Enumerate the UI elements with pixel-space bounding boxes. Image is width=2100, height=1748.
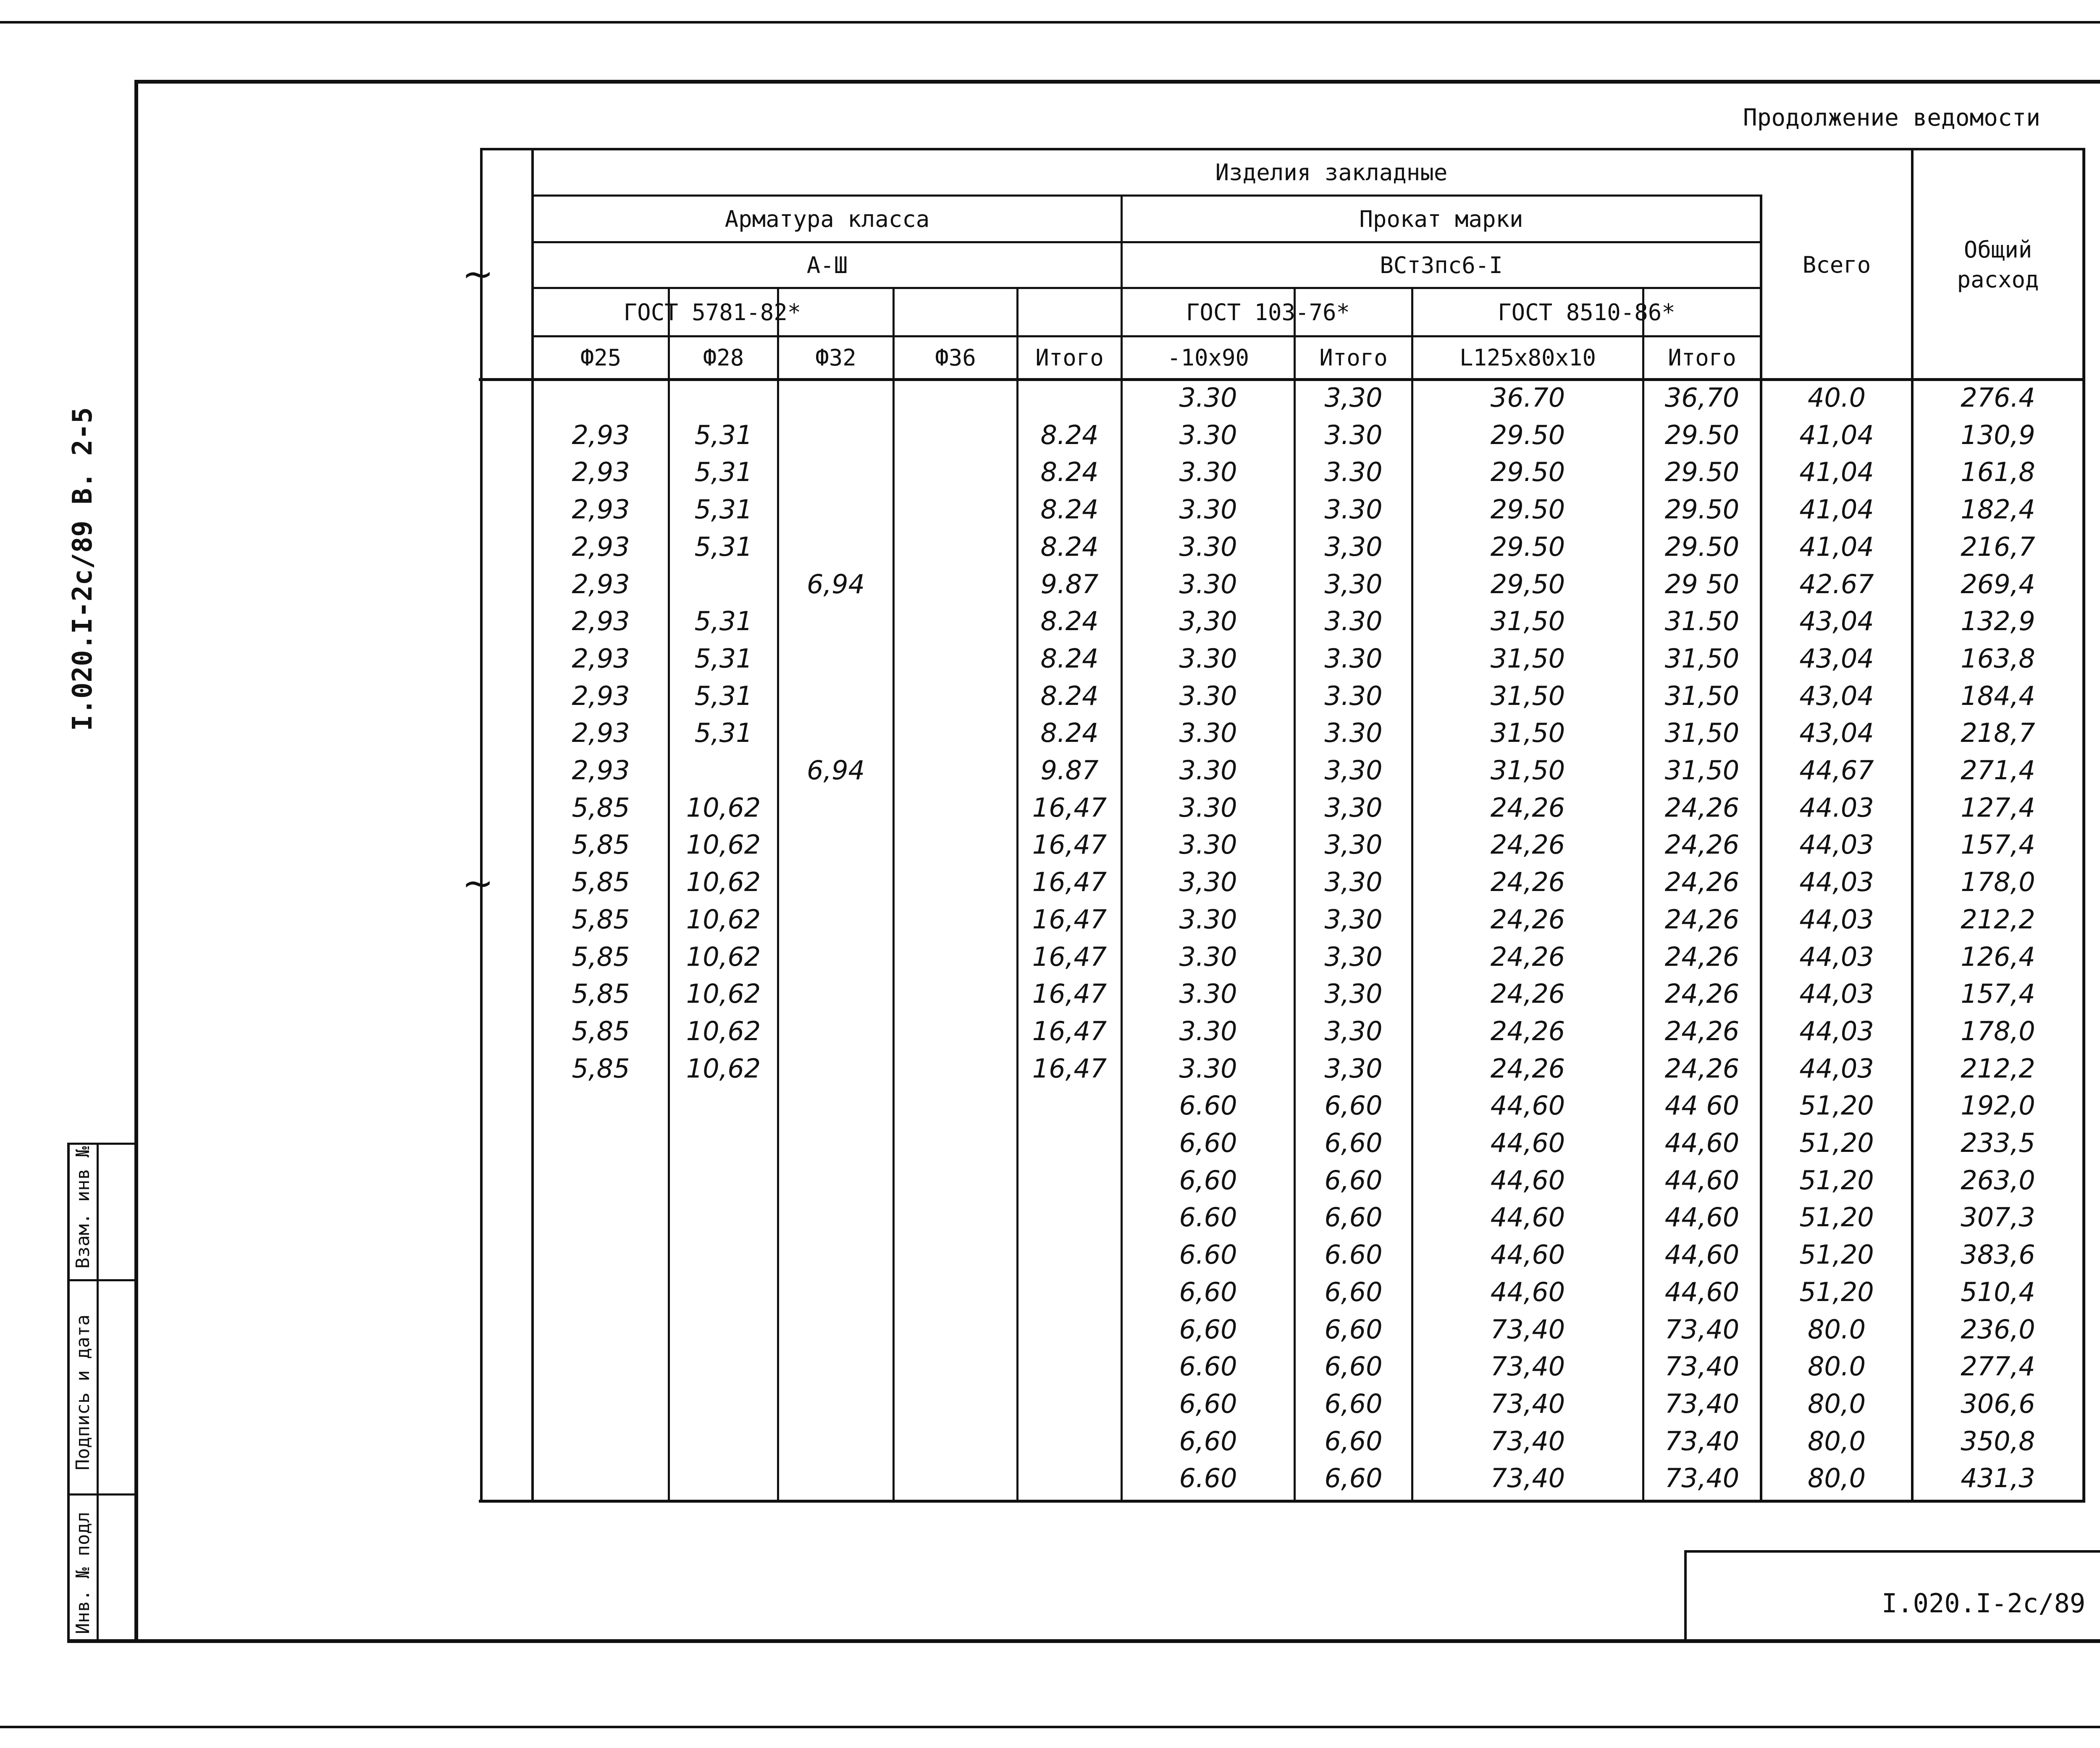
table-cell: 31,50 bbox=[1490, 718, 1565, 749]
table-cell: 8.24 bbox=[1040, 680, 1099, 711]
table-cell: 383,6 bbox=[1961, 1239, 2035, 1270]
table-cell: 16,47 bbox=[1032, 867, 1107, 898]
table-cell: 41,04 bbox=[1799, 419, 1874, 450]
brace-mark-icon: ~ bbox=[462, 861, 494, 905]
table-cell: 3.30 bbox=[1324, 718, 1383, 749]
table-cell: 16,47 bbox=[1032, 941, 1107, 972]
table-cell: 6,94 bbox=[806, 568, 865, 599]
table-cell: 43,04 bbox=[1799, 606, 1874, 637]
table-cell: 5,85 bbox=[572, 792, 630, 823]
header-overall-label: Общий расход bbox=[1957, 237, 2039, 293]
side-designation: I.020.I-2c/89 В. 2-5 bbox=[67, 407, 98, 731]
table-cell: 29.50 bbox=[1664, 531, 1740, 562]
table-cell: 24,26 bbox=[1490, 941, 1565, 972]
table-cell: 2,93 bbox=[572, 718, 630, 749]
header-total: Всего bbox=[1802, 252, 1871, 278]
table-cell: 6,94 bbox=[806, 755, 865, 786]
table-cell: 44,60 bbox=[1490, 1090, 1565, 1121]
table-cell: 10,62 bbox=[686, 941, 761, 972]
table-cell: 10,62 bbox=[686, 1015, 761, 1046]
table-cell: 218,7 bbox=[1961, 718, 2035, 749]
table-cell: 24,26 bbox=[1664, 904, 1740, 935]
table-cell: 44.03 bbox=[1799, 792, 1874, 823]
table-cell: 3.30 bbox=[1324, 494, 1383, 525]
table-cell: 6.60 bbox=[1324, 1239, 1383, 1270]
header-rolled-gost-2: ГОСТ 8510-86* bbox=[1498, 299, 1675, 326]
table-cell: 73,40 bbox=[1490, 1314, 1565, 1345]
table-cell: 44,03 bbox=[1799, 1015, 1874, 1046]
continuation-note: Продолжение ведомости bbox=[1743, 104, 2041, 131]
table-cell: 8.24 bbox=[1040, 531, 1099, 562]
table-cell: 10,62 bbox=[686, 1053, 761, 1084]
table-cell: 73,40 bbox=[1664, 1314, 1740, 1345]
table-cell: 51,20 bbox=[1799, 1239, 1874, 1270]
table-cell: 3.30 bbox=[1179, 494, 1237, 525]
table-cell: 6,60 bbox=[1324, 1128, 1383, 1158]
table-cell: 5,31 bbox=[694, 718, 753, 749]
table-cell: 3.30 bbox=[1179, 904, 1237, 935]
table-cell: 41,04 bbox=[1799, 494, 1874, 525]
table-cell: 51,20 bbox=[1799, 1090, 1874, 1121]
table-cell: 277,4 bbox=[1961, 1351, 2035, 1382]
column-header: -10x90 bbox=[1167, 344, 1250, 371]
column-header: Итого bbox=[1035, 344, 1104, 371]
table-cell: 431,3 bbox=[1961, 1463, 2035, 1494]
table-cell: 44,03 bbox=[1799, 1053, 1874, 1084]
table-cell: 3,30 bbox=[1324, 1015, 1383, 1046]
table-cell: 3.30 bbox=[1324, 680, 1383, 711]
table-cell: 3,30 bbox=[1324, 867, 1383, 898]
table-cell: 510,4 bbox=[1961, 1276, 2035, 1307]
title-designation: I.020.I-2c/89 bbox=[1882, 1588, 2086, 1619]
table-cell: 29.50 bbox=[1490, 531, 1565, 562]
column-header: Ф28 bbox=[703, 344, 744, 371]
table-cell: 44,03 bbox=[1799, 867, 1874, 898]
table-cell: 41,04 bbox=[1799, 457, 1874, 488]
table-cell: 2,93 bbox=[572, 531, 630, 562]
table-cell: 16,47 bbox=[1032, 1053, 1107, 1084]
table-cell: 3.30 bbox=[1179, 718, 1237, 749]
table-cell: 31.50 bbox=[1664, 606, 1740, 637]
table-cell: 3,30 bbox=[1324, 382, 1383, 413]
table-cell: 29,50 bbox=[1490, 568, 1565, 599]
table-cell: 51,20 bbox=[1799, 1276, 1874, 1307]
table-cell: 6,60 bbox=[1324, 1388, 1383, 1419]
table-cell: 44,03 bbox=[1799, 829, 1874, 860]
table-cell: 24,26 bbox=[1490, 904, 1565, 935]
table-cell: 212,2 bbox=[1961, 904, 2035, 935]
table-cell: 24,26 bbox=[1664, 941, 1740, 972]
table-cell: 10,62 bbox=[686, 867, 761, 898]
table-cell: 3,30 bbox=[1324, 941, 1383, 972]
table-cell: 29.50 bbox=[1664, 419, 1740, 450]
table-cell: 127,4 bbox=[1961, 792, 2035, 823]
table-cell: 43,04 bbox=[1799, 643, 1874, 674]
table-cell: 3,30 bbox=[1179, 606, 1237, 637]
table-cell: 31,50 bbox=[1664, 643, 1740, 674]
table-cell: 44,03 bbox=[1799, 978, 1874, 1009]
table-cell: 2,93 bbox=[572, 457, 630, 488]
table-cell: 73,40 bbox=[1664, 1463, 1740, 1494]
table-cell: 73,40 bbox=[1664, 1388, 1740, 1419]
table-cell: 31,50 bbox=[1664, 680, 1740, 711]
table-cell: 6.60 bbox=[1179, 1202, 1237, 1233]
table-cell: 80,0 bbox=[1807, 1463, 1866, 1494]
table-cell: 44,03 bbox=[1799, 904, 1874, 935]
table-cell: 3.30 bbox=[1179, 1053, 1237, 1084]
table-cell: 73,40 bbox=[1490, 1463, 1565, 1494]
table-cell: 16,47 bbox=[1032, 829, 1107, 860]
table-cell: 51,20 bbox=[1799, 1164, 1874, 1196]
table-cell: 2,93 bbox=[572, 643, 630, 674]
table-cell: 31,50 bbox=[1664, 755, 1740, 786]
table-cell: 5,85 bbox=[572, 978, 630, 1009]
table-cell: 31,50 bbox=[1490, 755, 1565, 786]
table-cell: 192,0 bbox=[1961, 1090, 2035, 1121]
table-cell: 3.30 bbox=[1179, 643, 1237, 674]
table-cell: 3,30 bbox=[1324, 792, 1383, 823]
table-cell: 2,93 bbox=[572, 419, 630, 450]
table-cell: 3.30 bbox=[1179, 382, 1237, 413]
table-cell: 40.0 bbox=[1807, 382, 1866, 413]
table-cell: 8.24 bbox=[1040, 419, 1099, 450]
table-cell: 16,47 bbox=[1032, 792, 1107, 823]
table-cell: 6,60 bbox=[1179, 1388, 1237, 1419]
table-cell: 24,26 bbox=[1490, 978, 1565, 1009]
table-cell: 44,60 bbox=[1490, 1164, 1565, 1196]
table-cell: 9.87 bbox=[1040, 755, 1099, 786]
table-cell: 5,85 bbox=[572, 904, 630, 935]
table-cell: 5,31 bbox=[694, 680, 753, 711]
table-cell: 6.60 bbox=[1179, 1463, 1237, 1494]
table-cell: 24,26 bbox=[1490, 792, 1565, 823]
table-cell: 3.30 bbox=[1179, 531, 1237, 562]
table-cell: 8.24 bbox=[1040, 643, 1099, 674]
table-cell: 44,60 bbox=[1490, 1239, 1565, 1270]
table-cell: 10,62 bbox=[686, 829, 761, 860]
table-cell: 182,4 bbox=[1961, 494, 2035, 525]
table-cell: 6,60 bbox=[1179, 1128, 1237, 1158]
table-cell: 44,60 bbox=[1490, 1128, 1565, 1158]
table-cell: 9.87 bbox=[1040, 568, 1099, 599]
table-cell: 6,60 bbox=[1324, 1276, 1383, 1307]
table-cell: 36.70 bbox=[1490, 382, 1565, 413]
side-label-inv: Инв. № подл bbox=[72, 1511, 94, 1634]
table-cell: 3.30 bbox=[1179, 755, 1237, 786]
table-cell: 6,60 bbox=[1179, 1276, 1237, 1307]
table-cell: 3,30 bbox=[1324, 531, 1383, 562]
table-cell: 3.30 bbox=[1179, 680, 1237, 711]
table-cell: 2,93 bbox=[572, 494, 630, 525]
table-cell: 24,26 bbox=[1664, 867, 1740, 898]
table-cell: 3,30 bbox=[1324, 755, 1383, 786]
table-cell: 3.30 bbox=[1324, 643, 1383, 674]
side-label-replace-inv: Взам. инв № bbox=[72, 1146, 94, 1269]
table-cell: 80,0 bbox=[1807, 1388, 1866, 1419]
table-cell: 5,31 bbox=[694, 643, 753, 674]
table-cell: 24,26 bbox=[1664, 1015, 1740, 1046]
table-cell: 44,60 bbox=[1490, 1202, 1565, 1233]
table-cell: 6,60 bbox=[1179, 1164, 1237, 1196]
table-cell: 3.30 bbox=[1179, 1015, 1237, 1046]
table-cell: 16,47 bbox=[1032, 1015, 1107, 1046]
table-cell: 6,60 bbox=[1324, 1425, 1383, 1456]
table-cell: 31,50 bbox=[1490, 606, 1565, 637]
table-cell: 80.0 bbox=[1807, 1351, 1866, 1382]
table-cell: 8.24 bbox=[1040, 494, 1099, 525]
table-cell: 5,31 bbox=[694, 606, 753, 637]
table-cell: 269,4 bbox=[1961, 568, 2035, 599]
table-cell: 44 60 bbox=[1664, 1090, 1740, 1121]
table-cell: 6,60 bbox=[1179, 1314, 1237, 1345]
table-cell: 29 50 bbox=[1664, 568, 1740, 599]
table-cell: 5,85 bbox=[572, 941, 630, 972]
table-cell: 24,26 bbox=[1664, 829, 1740, 860]
table-cell: 3,30 bbox=[1179, 867, 1237, 898]
table-cell: 163,8 bbox=[1961, 643, 2035, 674]
table-cell: 5,31 bbox=[694, 494, 753, 525]
table-cell: 24,26 bbox=[1664, 978, 1740, 1009]
column-header: Ф25 bbox=[580, 344, 622, 371]
table-cell: 271,4 bbox=[1961, 755, 2035, 786]
table-cell: 29.50 bbox=[1664, 494, 1740, 525]
table-cell: 276.4 bbox=[1961, 382, 2035, 413]
table-cell: 6,60 bbox=[1179, 1425, 1237, 1456]
table-cell: 29.50 bbox=[1664, 457, 1740, 488]
table-cell: 36,70 bbox=[1664, 382, 1740, 413]
table-cell: 8.24 bbox=[1040, 457, 1099, 488]
table-cell: 29.50 bbox=[1490, 494, 1565, 525]
table-cell: 44,67 bbox=[1799, 755, 1874, 786]
table-cell: 51,20 bbox=[1799, 1202, 1874, 1233]
table-cell: 307,3 bbox=[1961, 1202, 2035, 1233]
table-cell: 3.30 bbox=[1179, 978, 1237, 1009]
column-header: Ф32 bbox=[815, 344, 856, 371]
table-cell: 130,9 bbox=[1961, 419, 2035, 450]
table-cell: 350,8 bbox=[1961, 1425, 2035, 1456]
table-cell: 73,40 bbox=[1490, 1388, 1565, 1419]
table-cell: 5,85 bbox=[572, 829, 630, 860]
header-group-title: Изделия закладные bbox=[1215, 159, 1448, 186]
table-cell: 3,30 bbox=[1324, 978, 1383, 1009]
table-cell: 126,4 bbox=[1961, 941, 2035, 972]
table-cell: 10,62 bbox=[686, 904, 761, 935]
table-cell: 3.30 bbox=[1179, 941, 1237, 972]
table-cell: 10,62 bbox=[686, 978, 761, 1009]
table-cell: 233,5 bbox=[1961, 1128, 2035, 1158]
table-cell: 10,62 bbox=[686, 792, 761, 823]
table-cell: 24,26 bbox=[1490, 1015, 1565, 1046]
table-cell: 178,0 bbox=[1961, 867, 2035, 898]
table-cell: 212,2 bbox=[1961, 1053, 2035, 1084]
table-cell: 6,60 bbox=[1324, 1090, 1383, 1121]
table-cell: 132,9 bbox=[1961, 606, 2035, 637]
table-cell: 3.30 bbox=[1179, 419, 1237, 450]
table-cell: 5,85 bbox=[572, 867, 630, 898]
table-cell: 24,26 bbox=[1490, 1053, 1565, 1084]
table-cell: 80,0 bbox=[1807, 1425, 1866, 1456]
table-cell: 3.30 bbox=[1324, 457, 1383, 488]
table-cell: 6.60 bbox=[1179, 1351, 1237, 1382]
table-cell: 157,4 bbox=[1961, 978, 2035, 1009]
header-rolled-grade: ВСт3пс6-I bbox=[1380, 252, 1503, 279]
table-cell: 306,6 bbox=[1961, 1388, 2035, 1419]
table-cell: 6,60 bbox=[1324, 1164, 1383, 1196]
table-cell: 3.30 bbox=[1179, 792, 1237, 823]
table-cell: 80.0 bbox=[1807, 1314, 1866, 1345]
table-cell: 43,04 bbox=[1799, 718, 1874, 749]
table-cell: 16,47 bbox=[1032, 904, 1107, 935]
table-cell: 3.30 bbox=[1179, 568, 1237, 599]
table-cell: 44,60 bbox=[1664, 1276, 1740, 1307]
table-cell: 3,30 bbox=[1324, 568, 1383, 599]
table-cell: 44,60 bbox=[1664, 1239, 1740, 1270]
table-cell: 73,40 bbox=[1664, 1425, 1740, 1456]
table-cell: 3,30 bbox=[1324, 904, 1383, 935]
brace-mark-icon: ~ bbox=[462, 252, 494, 296]
table-cell: 3.30 bbox=[1179, 829, 1237, 860]
table-cell: 3.30 bbox=[1179, 457, 1237, 488]
table-cell: 5,31 bbox=[694, 457, 753, 488]
table-cell: 2,93 bbox=[572, 755, 630, 786]
table-cell: 2,93 bbox=[572, 680, 630, 711]
table-cell: 3,30 bbox=[1324, 1053, 1383, 1084]
table-cell: 8.24 bbox=[1040, 718, 1099, 749]
table-cell: 44,60 bbox=[1664, 1202, 1740, 1233]
table-cell: 2,93 bbox=[572, 568, 630, 599]
table-cell: 3.30 bbox=[1324, 606, 1383, 637]
table-cell: 41,04 bbox=[1799, 531, 1874, 562]
table-cell: 6.60 bbox=[1179, 1090, 1237, 1121]
table-cell: 73,40 bbox=[1664, 1351, 1740, 1382]
table-cell: 44,60 bbox=[1664, 1164, 1740, 1196]
header-rebar-grade: А-Ш bbox=[806, 252, 848, 279]
table-cell: 42.67 bbox=[1799, 568, 1874, 599]
table-cell: 43,04 bbox=[1799, 680, 1874, 711]
table-cell: 263,0 bbox=[1961, 1164, 2035, 1196]
table-cell: 16,47 bbox=[1032, 978, 1107, 1009]
table-cell: 5,85 bbox=[572, 1015, 630, 1046]
table-cell: 44,60 bbox=[1664, 1128, 1740, 1158]
column-header: L125x80x10 bbox=[1459, 344, 1596, 371]
side-label-sign-date: Подпись и дата bbox=[72, 1314, 94, 1470]
header-rebar-class: Арматура класса bbox=[724, 205, 930, 232]
column-header: Ф36 bbox=[935, 344, 976, 371]
table-cell: 6.60 bbox=[1179, 1239, 1237, 1270]
table-cell: 31,50 bbox=[1664, 718, 1740, 749]
table-cell: 184,4 bbox=[1961, 680, 2035, 711]
table-cell: 216,7 bbox=[1961, 531, 2035, 562]
table-cell: 6,60 bbox=[1324, 1314, 1383, 1345]
table-cell: 6,60 bbox=[1324, 1202, 1383, 1233]
table-cell: 24,26 bbox=[1490, 867, 1565, 898]
table-cell: 161,8 bbox=[1961, 457, 2035, 488]
table-cell: 73,40 bbox=[1490, 1351, 1565, 1382]
header-rebar-gost: ГОСТ 5781-82* bbox=[623, 299, 801, 326]
header-overall bbox=[1914, 150, 2082, 379]
header-rolled-label: Прокат марки bbox=[1359, 205, 1523, 232]
table-cell: 31,50 bbox=[1490, 680, 1565, 711]
table-cell: 5,31 bbox=[694, 531, 753, 562]
table-cell: 178,0 bbox=[1961, 1015, 2035, 1046]
table-cell: 6,60 bbox=[1324, 1463, 1383, 1494]
table-cell: 5,31 bbox=[694, 419, 753, 450]
table-cell: 3,30 bbox=[1324, 829, 1383, 860]
table-cell: 236,0 bbox=[1961, 1314, 2035, 1345]
table-cell: 8.24 bbox=[1040, 606, 1099, 637]
table-cell: 51,20 bbox=[1799, 1128, 1874, 1158]
table-cell: 24,26 bbox=[1664, 792, 1740, 823]
table-cell: 29.50 bbox=[1490, 419, 1565, 450]
table-cell: 44,03 bbox=[1799, 941, 1874, 972]
column-header: Итого bbox=[1319, 344, 1388, 371]
table-cell: 5,85 bbox=[572, 1053, 630, 1084]
table-cell: 29.50 bbox=[1490, 457, 1565, 488]
table-cell: 2,93 bbox=[572, 606, 630, 637]
table-cell: 31,50 bbox=[1490, 643, 1565, 674]
column-header: Итого bbox=[1668, 344, 1736, 371]
table-cell: 24,26 bbox=[1490, 829, 1565, 860]
table-cell: 44,60 bbox=[1490, 1276, 1565, 1307]
table-cell: 157,4 bbox=[1961, 829, 2035, 860]
table-cell: 73,40 bbox=[1490, 1425, 1565, 1456]
table-cell: 24,26 bbox=[1664, 1053, 1740, 1084]
table-cell: 3.30 bbox=[1324, 419, 1383, 450]
header-rolled-gost-1: ГОСТ 103-76* bbox=[1186, 299, 1350, 326]
table-cell: 6,60 bbox=[1324, 1351, 1383, 1382]
title-block bbox=[1684, 1550, 2100, 1643]
